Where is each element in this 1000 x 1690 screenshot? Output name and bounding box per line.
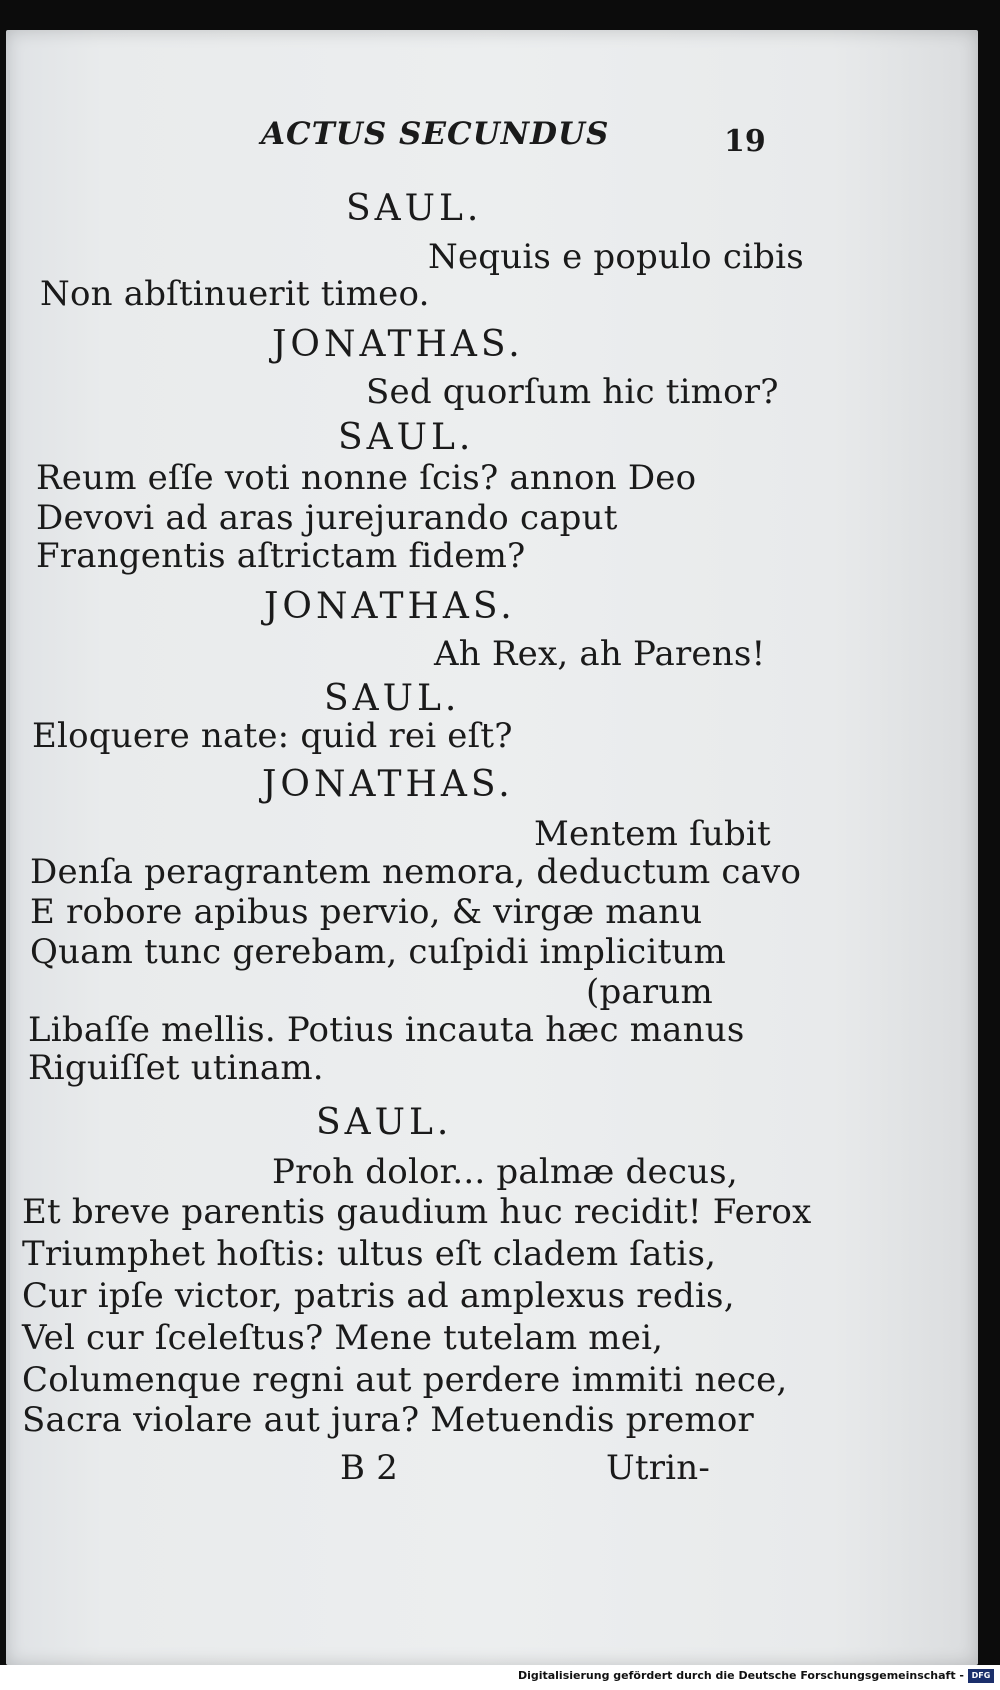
signature-mark: B 2 [340,1448,399,1488]
speaker-heading: JONATHAS. [272,324,524,365]
digitization-footer [0,1665,1000,1690]
verse-line: Nequis e populo cibis [428,237,804,277]
catchword: Utrin- [606,1448,711,1488]
verse-line: Libaſſe mellis. Potius incauta hæc manus [28,1010,745,1050]
book-page [6,30,978,1665]
speaker-heading: JONATHAS. [262,764,514,805]
verse-line: Ah Rex, ah Parens! [434,634,766,674]
verse-line: Proh dolor... palmæ decus, [272,1152,738,1192]
verse-line: Devovi ad aras jurejurando caput [36,498,618,538]
dfg-logo: DFG [968,1669,994,1683]
speaker-heading: SAUL. [338,417,475,458]
speaker-heading: SAUL. [346,188,483,229]
verse-line: Reum eſſe voti nonne ſcis? annon Deo [36,458,697,498]
verse-line: Triumphet hoſtis: ultus eſt cladem ſatis, [22,1234,717,1274]
verse-line: Mentem ſubit [534,814,771,854]
speaker-heading: SAUL. [316,1102,453,1143]
speaker-heading: JONATHAS. [264,586,516,627]
verse-line: Quam tunc gerebam, cuſpidi implicitum [30,932,726,972]
running-head: ACTUS SECUNDUS [261,116,610,152]
verse-line: E robore apibus pervio, & virgæ manu [30,892,703,932]
verse-line: Et breve parentis gaudium huc recidit! Ferox [22,1192,812,1232]
verse-line: Columenque regni aut perdere immiti nece, [22,1360,788,1400]
verse-line: Eloquere nate: quid rei eſt? [32,716,513,756]
verse-line: (parum [586,972,713,1012]
verse-line: Denſa peragrantem nemora, deductum cavo [30,852,802,892]
verse-line: Non abſtinuerit timeo. [40,274,430,314]
page-text-area [6,30,978,1665]
verse-line: Sed quorſum hic timor? [366,372,779,412]
page-number: 19 [724,124,766,159]
verse-line: Riguiſſet utinam. [28,1048,324,1088]
verse-line: Cur ipſe victor, patris ad amplexus redis, [22,1276,735,1316]
verse-line: Sacra violare aut jura? Metuendis premor [22,1400,754,1440]
footer-credit: Digitalisierung gefördert durch die Deutsche Forschungsgemeinschaft - [517,1669,964,1682]
verse-line: Vel cur ſceleſtus? Mene tutelam mei, [22,1318,664,1358]
verse-line: Frangentis aſtrictam fidem? [36,536,526,576]
speaker-heading: SAUL. [324,678,461,719]
